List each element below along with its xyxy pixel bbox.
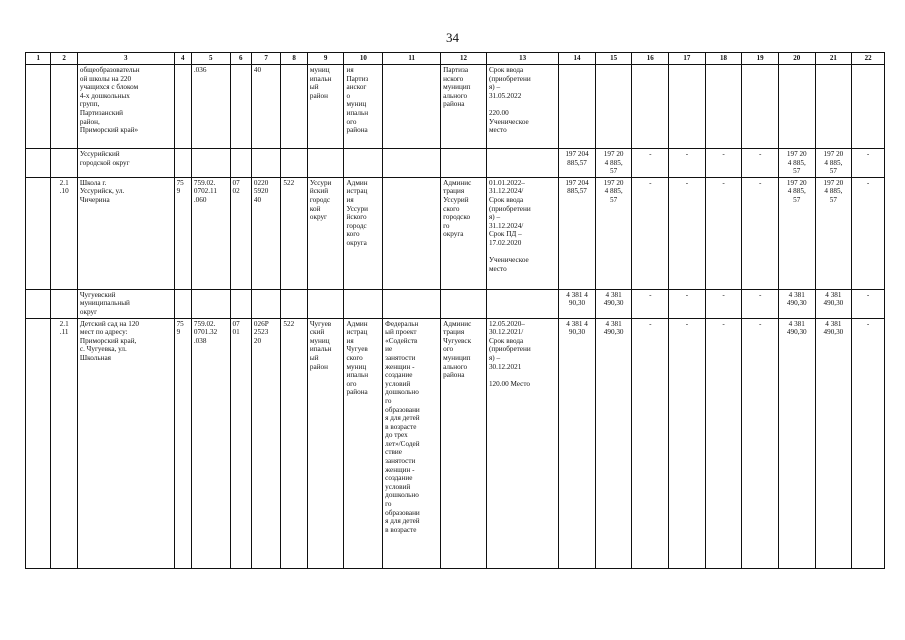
- table-cell-col-19: -: [742, 177, 779, 289]
- column-number: 6: [230, 53, 251, 65]
- table-cell-col-19: -: [742, 318, 779, 568]
- table-cell-col-2: [51, 65, 77, 149]
- table-cell-col-18: -: [705, 318, 742, 568]
- table-cell-col-22: -: [852, 289, 885, 318]
- table-cell-col-17: -: [669, 318, 706, 568]
- column-number: 10: [344, 53, 383, 65]
- table-cell-col-21: 4 381 490,30: [815, 318, 852, 568]
- table-cell-col-5: [191, 289, 230, 318]
- table-cell-col-1: [26, 149, 51, 178]
- table-cell-col-9: Чугуев ский муниц ипальн ый район: [307, 318, 344, 568]
- column-number: 1: [26, 53, 51, 65]
- table-cell-col-16: -: [632, 289, 669, 318]
- table-cell-col-6: [230, 289, 251, 318]
- table-cell-col-20: 4 381 490,30: [778, 289, 815, 318]
- table-cell-col-18: -: [705, 149, 742, 178]
- table-cell-col-13: [486, 289, 558, 318]
- table-cell-col-13: 12.05.2020– 30.12.2021/ Срок ввода (приобретени я) – 30.12.2021 120.00 Место: [486, 318, 558, 568]
- table-cell-col-9: Уссури йский городс кой округ: [307, 177, 344, 289]
- column-number: 9: [307, 53, 344, 65]
- table-cell-col-13: Срок ввода (приобретени я) – 31.05.2022 220.00 Ученическое место: [486, 65, 558, 149]
- table-cell-col-15: 197 20 4 885, 57: [595, 149, 632, 178]
- column-number: 2: [51, 53, 77, 65]
- table-cell-col-11: [383, 65, 441, 149]
- table-cell-col-3: Школа г. Уссурийск, ул. Чичерина: [77, 177, 174, 289]
- table-cell-col-12: [441, 149, 487, 178]
- table-row: [26, 149, 885, 178]
- table-cell-col-12: [441, 289, 487, 318]
- column-number: 22: [852, 53, 885, 65]
- table-cell-col-20: 197 20 4 885, 57: [778, 149, 815, 178]
- column-number: 14: [559, 53, 596, 65]
- column-number: 13: [486, 53, 558, 65]
- table-cell-col-11: [383, 149, 441, 178]
- table-cell-col-22: [852, 65, 885, 149]
- column-number-row: [26, 53, 885, 65]
- column-number: 20: [778, 53, 815, 65]
- table-cell-col-13: [486, 149, 558, 178]
- table-cell-col-10: ия Партиз анског о муниц ипальн ого района: [344, 65, 383, 149]
- table-cell-col-13: 01.01.2022– 31.12.2024/ Срок ввода (приобретени я) – 31.12.2024/ Срок ПД – 17.02.2020 Ученическое место: [486, 177, 558, 289]
- table-cell-col-20: 197 20 4 885, 57: [778, 177, 815, 289]
- table-cell-col-8: [281, 65, 307, 149]
- table-cell-col-3: Детский сад на 120 мест по адресу: Приморский край, с. Чугуевка, ул. Школьная: [77, 318, 174, 568]
- table-cell-col-1: [26, 65, 51, 149]
- table-cell-col-18: [705, 65, 742, 149]
- table-row: [26, 177, 885, 289]
- table-cell-col-4: [174, 289, 191, 318]
- table-cell-col-9: [307, 289, 344, 318]
- table-cell-col-22: -: [852, 318, 885, 568]
- table-cell-col-2: 2.1 .10: [51, 177, 77, 289]
- budget-table: [25, 52, 885, 569]
- table-cell-col-7: 40: [251, 65, 281, 149]
- table-cell-col-22: -: [852, 177, 885, 289]
- table-cell-col-21: 197 20 4 885, 57: [815, 177, 852, 289]
- table-row: [26, 289, 885, 318]
- table-cell-col-6: 07 02: [230, 177, 251, 289]
- column-number: 3: [77, 53, 174, 65]
- column-number: 16: [632, 53, 669, 65]
- table-cell-col-20: 4 381 490,30: [778, 318, 815, 568]
- table-cell-col-16: -: [632, 177, 669, 289]
- table-cell-col-3: общеобразовательн ой школы на 220 учащихся с блоком 4-х дошкольных групп, Партизанский район, Приморский край»: [77, 65, 174, 149]
- page-number: 34: [446, 30, 459, 45]
- table-cell-col-7: 0220 5920 40: [251, 177, 281, 289]
- table-cell-col-18: -: [705, 289, 742, 318]
- table-cell-col-22: -: [852, 149, 885, 178]
- table-cell-col-8: 522: [281, 177, 307, 289]
- table-cell-col-14: 197 204 885,57: [559, 149, 596, 178]
- column-number: 17: [669, 53, 706, 65]
- column-number: 11: [383, 53, 441, 65]
- table-cell-col-4: 75 9: [174, 177, 191, 289]
- table-cell-col-15: [595, 65, 632, 149]
- table-row: [26, 65, 885, 149]
- table-cell-col-14: 4 381 4 90,30: [559, 289, 596, 318]
- table-cell-col-2: [51, 149, 77, 178]
- table-cell-col-6: [230, 149, 251, 178]
- table-cell-col-4: [174, 65, 191, 149]
- table-cell-col-11: Федеральн ый проект «Содейств ие занятости женщин - создание условий дошкольно го образовани я для детей в возрасте до трех лет»/Содей ствие занятости женщин - создание условий дошкольно го образовани я для детей в возрасте: [383, 318, 441, 568]
- table-cell-col-4: 75 9: [174, 318, 191, 568]
- column-number: 8: [281, 53, 307, 65]
- table-cell-col-9: [307, 149, 344, 178]
- table-cell-col-7: 026P 2523 20: [251, 318, 281, 568]
- table-cell-col-15: 4 381 490,30: [595, 289, 632, 318]
- table-cell-col-21: 4 381 490,30: [815, 289, 852, 318]
- table-cell-col-10: Админ истрац ия Чугуев ского муниц ипальн ого района: [344, 318, 383, 568]
- table-cell-col-17: -: [669, 177, 706, 289]
- column-number: 21: [815, 53, 852, 65]
- column-number: 15: [595, 53, 632, 65]
- table-cell-col-14: [559, 65, 596, 149]
- table-cell-col-21: [815, 65, 852, 149]
- column-number: 19: [742, 53, 779, 65]
- table-cell-col-1: [26, 177, 51, 289]
- table-cell-col-12: Админис трация Уссурий ского городско го округа: [441, 177, 487, 289]
- table-cell-col-19: -: [742, 289, 779, 318]
- table-cell-col-1: [26, 318, 51, 568]
- table-cell-col-18: -: [705, 177, 742, 289]
- column-number: 4: [174, 53, 191, 65]
- table-cell-col-8: 522: [281, 318, 307, 568]
- table-cell-col-1: [26, 289, 51, 318]
- table-cell-col-12: Админис трация Чугуевск ого муницип ального района: [441, 318, 487, 568]
- table-cell-col-2: [51, 289, 77, 318]
- table-cell-col-9: муниц ипальн ый район: [307, 65, 344, 149]
- table-cell-col-14: 197 204 885,57: [559, 177, 596, 289]
- table-cell-col-15: 4 381 490,30: [595, 318, 632, 568]
- table-cell-col-19: -: [742, 149, 779, 178]
- column-number: 7: [251, 53, 281, 65]
- table-cell-col-7: [251, 149, 281, 178]
- table-cell-col-16: -: [632, 318, 669, 568]
- table-cell-col-6: [230, 65, 251, 149]
- table-cell-col-10: Админ истрац ия Уссури йского городс кого округа: [344, 177, 383, 289]
- table-cell-col-2: 2.1 .11: [51, 318, 77, 568]
- table-cell-col-14: 4 381 4 90,30: [559, 318, 596, 568]
- column-number: 5: [191, 53, 230, 65]
- table-cell-col-11: [383, 289, 441, 318]
- column-number: 12: [441, 53, 487, 65]
- table-cell-col-19: [742, 65, 779, 149]
- table-cell-col-5: 759.02. 0701.32 .038: [191, 318, 230, 568]
- table-cell-col-16: -: [632, 149, 669, 178]
- table-cell-col-10: [344, 149, 383, 178]
- table-cell-col-5: .036: [191, 65, 230, 149]
- table-cell-col-16: [632, 65, 669, 149]
- table-cell-col-5: 759.02. 0702.11 .060: [191, 177, 230, 289]
- table-cell-col-15: 197 20 4 885, 57: [595, 177, 632, 289]
- table-cell-col-17: [669, 65, 706, 149]
- table-cell-col-11: [383, 177, 441, 289]
- table-cell-col-4: [174, 149, 191, 178]
- table-cell-col-6: 07 01: [230, 318, 251, 568]
- table-cell-col-7: [251, 289, 281, 318]
- table-cell-col-5: [191, 149, 230, 178]
- table-cell-col-21: 197 20 4 885, 57: [815, 149, 852, 178]
- table-cell-col-8: [281, 149, 307, 178]
- table-cell-col-8: [281, 289, 307, 318]
- table-row: [26, 318, 885, 568]
- table-cell-col-20: [778, 65, 815, 149]
- table-cell-col-17: -: [669, 289, 706, 318]
- table-cell-col-3: Чугуевский муниципальный округ: [77, 289, 174, 318]
- table-cell-col-3: Уссурийский городской округ: [77, 149, 174, 178]
- table-cell-col-17: -: [669, 149, 706, 178]
- column-number: 18: [705, 53, 742, 65]
- table-cell-col-12: Партиза нского муницип ального района: [441, 65, 487, 149]
- table-cell-col-10: [344, 289, 383, 318]
